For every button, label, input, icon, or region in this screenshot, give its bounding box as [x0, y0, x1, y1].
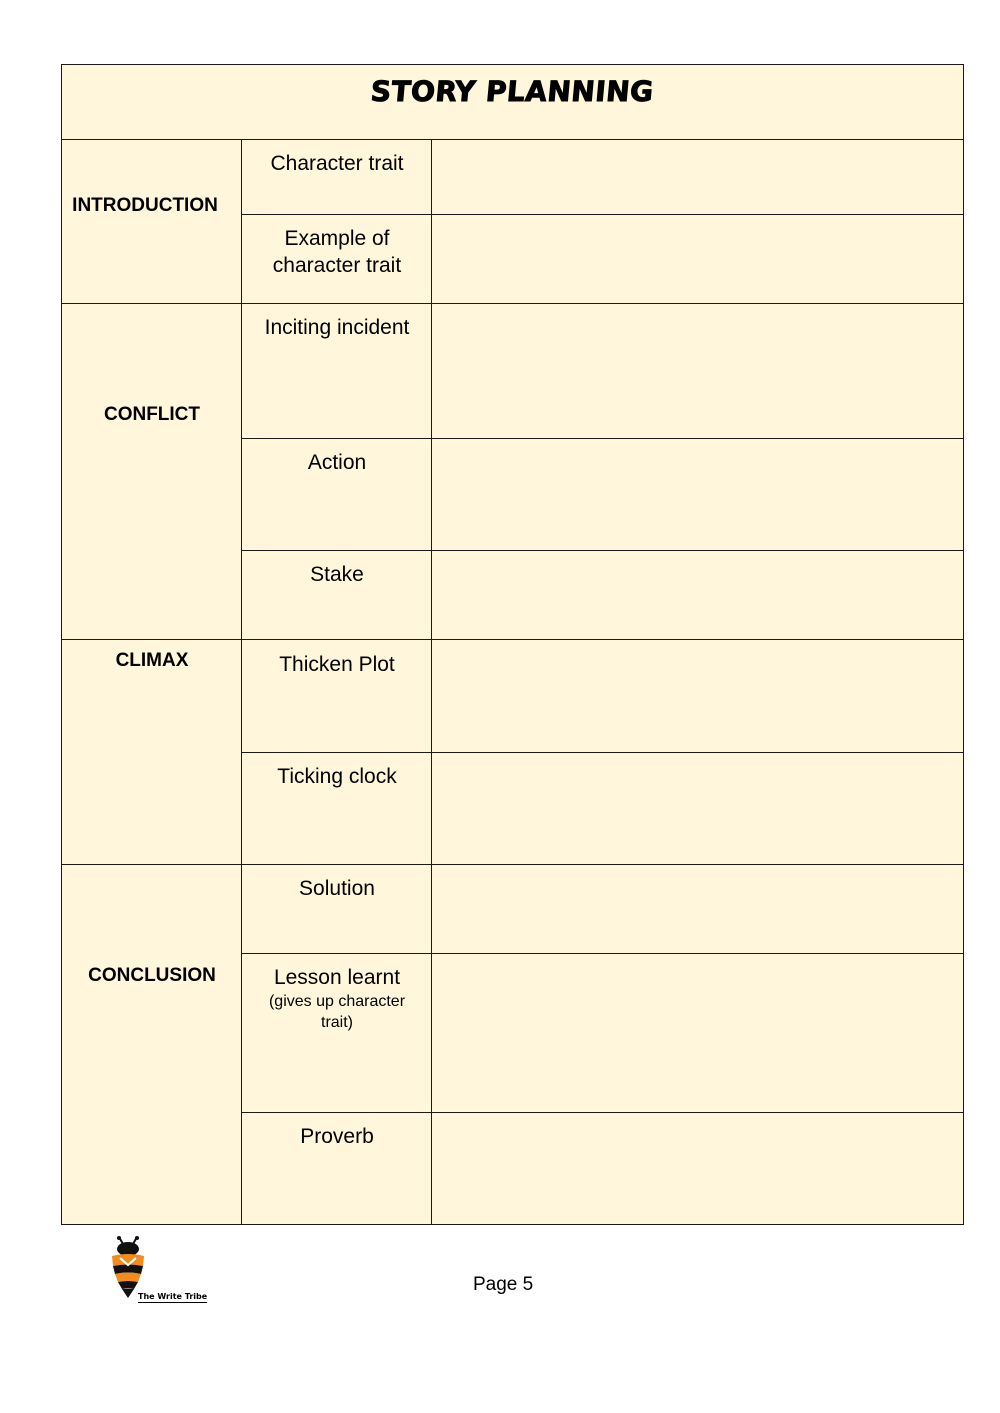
- story-planning-table: [61, 64, 964, 1225]
- answer-cell-ticking-clock[interactable]: [433, 753, 963, 864]
- answer-cell-solution[interactable]: [433, 865, 963, 953]
- answer-cell-lesson-learnt[interactable]: [433, 954, 963, 1112]
- answer-cell-stake[interactable]: [433, 551, 963, 639]
- answer-cell-character-trait[interactable]: [433, 139, 963, 214]
- prompt-stake: Stake: [310, 563, 364, 586]
- page-number: Page 5: [473, 1274, 534, 1295]
- column-divider: [431, 139, 432, 1224]
- logo-text: The Write Tribe: [138, 1292, 208, 1301]
- prompt-solution: Solution: [299, 877, 375, 900]
- answer-cell-proverb[interactable]: [433, 1113, 963, 1223]
- prompt-inciting-incident: Inciting incident: [264, 316, 410, 339]
- prompt-proverb: Proverb: [300, 1125, 374, 1148]
- page-title: STORY PLANNING: [369, 75, 656, 108]
- answer-cell-example-character-trait[interactable]: [433, 215, 963, 303]
- prompt-character-trait: Character trait: [270, 152, 404, 175]
- table-title-cell: [62, 65, 963, 140]
- prompt-lesson-learnt-label: Lesson learnt: [273, 966, 401, 989]
- prompt-example-character-trait: Example of character trait: [272, 227, 402, 277]
- prompt-lesson-learnt: [242, 964, 432, 1033]
- prompt-action: Action: [307, 451, 367, 474]
- answer-cell-inciting-incident[interactable]: [433, 304, 963, 438]
- section-label-conflict: CONFLICT: [103, 404, 201, 425]
- bee-logo-icon: [108, 1236, 218, 1308]
- answer-cell-thicken-plot[interactable]: [433, 640, 963, 752]
- section-label-climax: CLIMAX: [115, 650, 189, 671]
- section-label-conclusion: CONCLUSION: [88, 965, 216, 986]
- answer-cell-action[interactable]: [433, 439, 963, 550]
- prompt-ticking-clock: Ticking clock: [277, 765, 397, 788]
- column-divider: [241, 139, 242, 1224]
- section-label-introduction: INTRODUCTION: [72, 195, 218, 216]
- prompt-lesson-learnt-note: (gives up character trait): [268, 993, 406, 1031]
- prompt-thicken-plot: Thicken Plot: [279, 653, 395, 676]
